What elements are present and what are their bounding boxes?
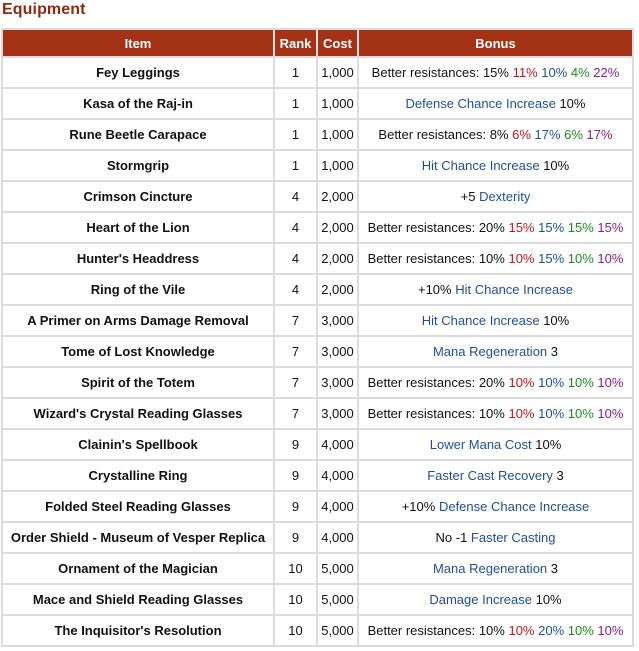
table-row (3, 554, 632, 583)
bonus-cell (359, 430, 632, 459)
cost-cell: 3,000 (318, 368, 357, 397)
bonus-segment: 10% (543, 313, 570, 328)
table-row (3, 430, 632, 459)
item-name-cell: Stormgrip (3, 151, 273, 180)
bonus-segment: Better resistances: 15% (371, 65, 513, 80)
bonus-segment: 3 (556, 468, 564, 483)
bonus-segment: No -1 (435, 530, 471, 545)
column-header-bonus: Bonus (359, 30, 632, 56)
bonus-segment: 17% (586, 127, 613, 142)
bonus-segment: 10% (567, 623, 598, 638)
item-name-cell: Heart of the Lion (3, 213, 273, 242)
bonus-segment: 11% (512, 65, 542, 80)
table-row (3, 399, 632, 428)
bonus-segment: +5 (460, 189, 480, 204)
table-row (3, 58, 632, 87)
rank-cell: 1 (275, 89, 316, 118)
table-row (3, 182, 632, 211)
bonus-segment: Better resistances: 20% (367, 375, 509, 390)
bonus-segment: 10% (559, 96, 586, 111)
cost-cell: 4,000 (318, 492, 357, 521)
rank-cell: 7 (275, 306, 316, 335)
bonus-segment: 10% (508, 375, 539, 390)
bonus-segment: Dexterity (479, 189, 531, 204)
bonus-segment: Better resistances: 10% (367, 406, 509, 421)
table-row (3, 89, 632, 118)
bonus-segment: Mana Regeneration (432, 561, 551, 576)
bonus-segment: 10% (597, 375, 624, 390)
item-name-cell: Rune Beetle Carapace (3, 120, 273, 149)
bonus-segment: Mana Regeneration (432, 344, 551, 359)
rank-cell: 7 (275, 399, 316, 428)
item-name-cell: Clainin's Spellbook (3, 430, 273, 459)
item-name-cell: Ornament of the Magician (3, 554, 273, 583)
bonus-cell (359, 399, 632, 428)
bonus-segment: 10% (538, 375, 568, 390)
cost-cell: 2,000 (318, 275, 357, 304)
bonus-segment: 3 (550, 561, 559, 576)
rank-cell: 4 (275, 275, 316, 304)
bonus-segment: Hit Chance Increase (421, 158, 544, 173)
item-name-cell: The Inquisitor's Resolution (3, 616, 273, 645)
bonus-segment: 10% (543, 158, 570, 173)
bonus-cell (359, 244, 632, 273)
table-row (3, 337, 632, 366)
table-row (3, 213, 632, 242)
bonus-segment: +10% (401, 499, 439, 514)
bonus-segment: 6% (512, 127, 535, 142)
item-name-cell: Tome of Lost Knowledge (3, 337, 273, 366)
bonus-segment: 15% (538, 251, 568, 266)
bonus-cell (359, 120, 632, 149)
item-name-cell: Kasa of the Raj-in (3, 89, 273, 118)
table-body (3, 58, 632, 645)
section-title: Equipment (2, 1, 86, 18)
bonus-cell (359, 58, 632, 87)
column-header-cost: Cost (318, 30, 357, 56)
table-row (3, 120, 632, 149)
table-row (3, 492, 632, 521)
item-name-cell: Fey Leggings (3, 58, 273, 87)
bonus-cell (359, 151, 632, 180)
cost-cell: 4,000 (318, 430, 357, 459)
rank-cell: 10 (275, 616, 316, 645)
cost-cell: 2,000 (318, 182, 357, 211)
item-name-cell: Folded Steel Reading Glasses (3, 492, 273, 521)
bonus-cell (359, 492, 632, 521)
bonus-segment: 3 (550, 344, 559, 359)
table-row (3, 151, 632, 180)
bonus-cell (359, 461, 632, 490)
column-header-item: Item (3, 30, 273, 56)
bonus-segment: Better resistances: 20% (367, 220, 509, 235)
bonus-segment: Defense Chance Increase (405, 96, 560, 111)
rank-cell: 10 (275, 554, 316, 583)
table-row (3, 275, 632, 304)
bonus-segment: 10% (508, 251, 539, 266)
item-name-cell: Hunter's Headdress (3, 244, 273, 273)
bonus-segment: Better resistances: 10% (367, 251, 509, 266)
item-name-cell: Mace and Shield Reading Glasses (3, 585, 273, 614)
cost-cell: 3,000 (318, 337, 357, 366)
equipment-table (1, 28, 634, 647)
rank-cell: 9 (275, 492, 316, 521)
item-name-cell: A Primer on Arms Damage Removal (3, 306, 273, 335)
rank-cell: 4 (275, 182, 316, 211)
table-row (3, 461, 632, 490)
rank-cell: 7 (275, 368, 316, 397)
cost-cell: 4,000 (318, 461, 357, 490)
bonus-segment: 10% (538, 406, 568, 421)
bonus-cell (359, 275, 632, 304)
cost-cell: 5,000 (318, 616, 357, 645)
rank-cell: 1 (275, 58, 316, 87)
bonus-segment: Better resistances: 10% (367, 623, 509, 638)
item-name-cell: Ring of the Vile (3, 275, 273, 304)
table-row (3, 523, 632, 552)
bonus-cell (359, 554, 632, 583)
bonus-segment: Damage Increase (429, 592, 536, 607)
table-row (3, 585, 632, 614)
bonus-segment: +10% (417, 282, 456, 297)
cost-cell: 5,000 (318, 554, 357, 583)
rank-cell: 4 (275, 244, 316, 273)
bonus-cell (359, 368, 632, 397)
cost-cell: 5,000 (318, 585, 357, 614)
cost-cell: 1,000 (318, 89, 357, 118)
bonus-segment: Better resistances: 8% (378, 127, 513, 142)
bonus-segment: 22% (593, 65, 620, 80)
bonus-segment: 10% (508, 623, 539, 638)
bonus-segment: 17% (534, 127, 565, 142)
rank-cell: 9 (275, 461, 316, 490)
cost-cell: 3,000 (318, 399, 357, 428)
item-name-cell: Order Shield - Museum of Vesper Replica (3, 523, 273, 552)
bonus-segment: 10% (541, 65, 571, 80)
bonus-segment: 10% (567, 375, 598, 390)
bonus-segment: 15% (508, 220, 539, 235)
bonus-segment: Defense Chance Increase (438, 499, 590, 514)
table-row (3, 306, 632, 335)
bonus-segment: 10% (597, 251, 624, 266)
table-row (3, 616, 632, 645)
bonus-segment: 15% (567, 220, 598, 235)
item-name-cell: Wizard's Crystal Reading Glasses (3, 399, 273, 428)
bonus-segment: Faster Casting (470, 530, 556, 545)
bonus-cell (359, 585, 632, 614)
item-name-cell: Crystalline Ring (3, 461, 273, 490)
bonus-segment: 10% (508, 406, 539, 421)
rank-cell: 9 (275, 430, 316, 459)
table-header-row (3, 30, 632, 56)
bonus-segment: Hit Chance Increase (455, 282, 573, 297)
cost-cell: 4,000 (318, 523, 357, 552)
bonus-segment: 10% (597, 623, 624, 638)
bonus-segment: 6% (564, 127, 587, 142)
item-name-cell: Crimson Cincture (3, 182, 273, 211)
cost-cell: 2,000 (318, 213, 357, 242)
rank-cell: 9 (275, 523, 316, 552)
cost-cell: 3,000 (318, 306, 357, 335)
item-name-cell: Spirit of the Totem (3, 368, 273, 397)
bonus-cell (359, 213, 632, 242)
bonus-segment: 10% (535, 437, 562, 452)
bonus-cell (359, 182, 632, 211)
bonus-segment: 10% (597, 406, 624, 421)
rank-cell: 10 (275, 585, 316, 614)
bonus-cell (359, 337, 632, 366)
bonus-cell (359, 89, 632, 118)
bonus-segment: Hit Chance Increase (421, 313, 544, 328)
table-row (3, 368, 632, 397)
bonus-cell (359, 306, 632, 335)
bonus-segment: Faster Cast Recovery (427, 468, 557, 483)
rank-cell: 4 (275, 213, 316, 242)
bonus-cell (359, 523, 632, 552)
bonus-segment: 20% (538, 623, 568, 638)
table-row (3, 244, 632, 273)
cost-cell: 1,000 (318, 151, 357, 180)
bonus-segment: 10% (567, 251, 598, 266)
column-header-rank: Rank (275, 30, 316, 56)
cost-cell: 1,000 (318, 58, 357, 87)
cost-cell: 2,000 (318, 244, 357, 273)
bonus-segment: 15% (538, 220, 568, 235)
bonus-segment: Lower Mana Cost (429, 437, 536, 452)
rank-cell: 1 (275, 151, 316, 180)
bonus-cell (359, 616, 632, 645)
bonus-segment: 15% (597, 220, 624, 235)
rank-cell: 7 (275, 337, 316, 366)
bonus-segment: 4% (570, 65, 594, 80)
cost-cell: 1,000 (318, 120, 357, 149)
bonus-segment: 10% (567, 406, 598, 421)
bonus-segment: 10% (535, 592, 562, 607)
rank-cell: 1 (275, 120, 316, 149)
